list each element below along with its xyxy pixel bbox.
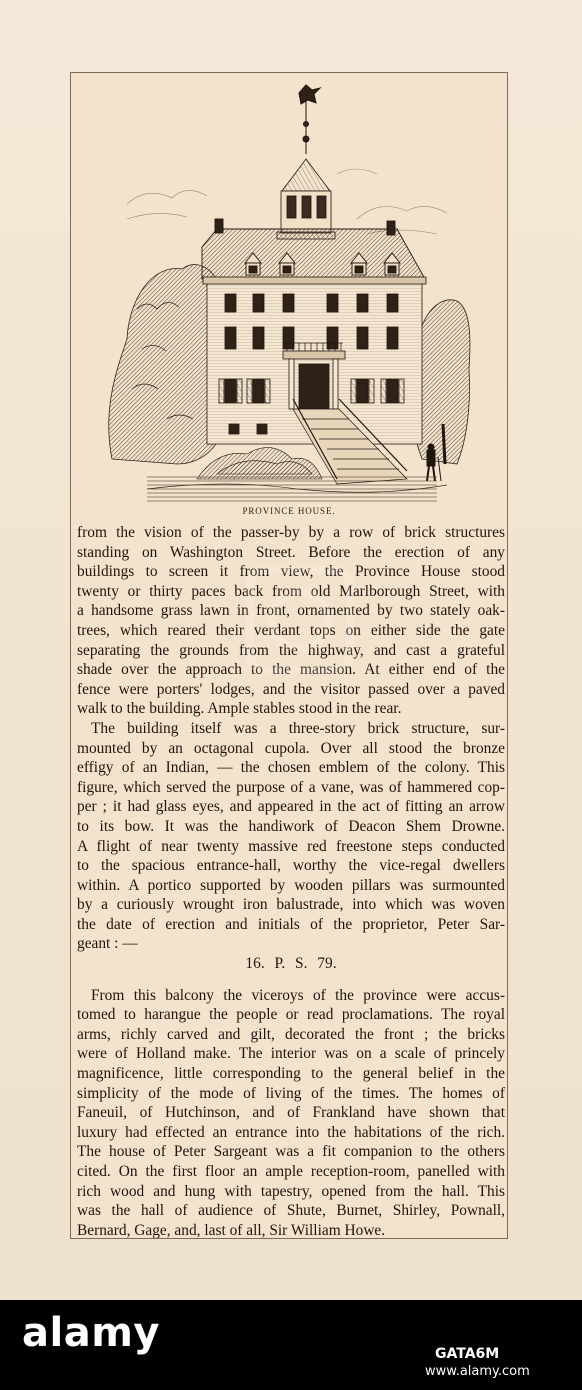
text-line: per ; it had glass eyes, and appeared in the act of fitting an arrow (77, 798, 505, 816)
text-line: Bernard, Gage, and, last of all, Sir William Howe. (77, 1221, 386, 1239)
brand-url-link[interactable]: www.alamy.com (425, 1364, 530, 1379)
text-line: tomed to harangue the people or read proclamations. The royal (77, 1006, 505, 1024)
text-line: buildings to screen it from view, the Province House stood (77, 563, 505, 581)
text-line: arms, richly carved and gilt, decorated the front ; the bricks (77, 1025, 505, 1043)
text-line: 16. P. S. 79. (245, 955, 337, 973)
text-line: separating the grounds from the highway, and cast a grateful (77, 641, 505, 659)
text-line: was the hall of audience of Shute, Burnet, Shirley, Pownall, (77, 1202, 505, 1220)
text-line: cited. On the first floor an ample reception-room, panelled with (77, 1163, 505, 1180)
text-line: within. A portico supported by wooden pillars was surmounted (77, 876, 505, 894)
text-line: a handsome grass lawn in front, ornamented by two stately oak- (77, 602, 505, 620)
text-line: standing on Washington Street. Before the erection of any (77, 543, 505, 561)
text-line: fence were porters' lodges, and the visitor passed over a paved (77, 680, 505, 698)
text-line (77, 974, 505, 986)
text-line: The building itself was a three-story brick structure, sur- (91, 719, 505, 737)
text-line: walk to the building. Ample stables stood in the rear. (77, 700, 402, 718)
text-line: from the vision of the passer-by by a row of brick structures (77, 524, 505, 541)
illustration-caption: PROVINCE HOUSE. (242, 506, 336, 516)
text-line: simplicity of the mode of living of the times. The homes of (77, 1084, 505, 1102)
text-line: A flight of near twenty massive red freestone steps conducted (77, 837, 505, 855)
book-page-plate (70, 72, 508, 1239)
text-line: by a curiously wrought iron balustrade, into which was woven (77, 896, 505, 914)
text-line: shade over the approach to the mansion. At either end of the (77, 661, 505, 679)
text-line: twenty or thirty paces back from old Marlborough Street, with (77, 582, 505, 600)
text-line: rich wood and hung with tapestry, opened from the hall. This (77, 1182, 505, 1200)
image-id-label: GATA6M (435, 1346, 500, 1362)
text-line: mounted by an octagonal cupola. Over all stood the bronze (77, 739, 505, 757)
text-line: From this balcony the viceroys of the province were accus- (91, 986, 505, 1004)
text-line: magnificence, little corresponding to the general belief in the (77, 1065, 505, 1083)
text-line: The house of Peter Sargeant was a fit companion to the others (77, 1143, 505, 1161)
text-line: luxury had effected an entrance into the habitations of the rich. (77, 1123, 505, 1141)
text-line: Faneuil, of Hutchinson, and of Frankland have shown that (77, 1104, 505, 1122)
text-line: the date of erection and initials of the proprietor, Peter Sar- (77, 915, 505, 933)
body-text (77, 523, 505, 1239)
text-line: to the spacious entrance-hall, worthy the vice-regal dwellers (77, 857, 505, 875)
text-line: effigy of an Indian, — the chosen emblem of the colony. This (77, 759, 505, 777)
text-line: geant : — (77, 935, 138, 953)
text-line: trees, which reared their verdant tops on either side the gate (77, 621, 505, 639)
province-house-engraving (107, 79, 471, 509)
text-line: figure, which served the purpose of a vane, was of hammered cop- (77, 778, 505, 796)
brand-logo[interactable]: alamy (22, 1310, 160, 1356)
text-line: to its bow. It was the handiwork of Deacon Shem Drowne. (77, 817, 505, 835)
text-line: were of Holland make. The interior was on a scale of princely (77, 1045, 505, 1063)
